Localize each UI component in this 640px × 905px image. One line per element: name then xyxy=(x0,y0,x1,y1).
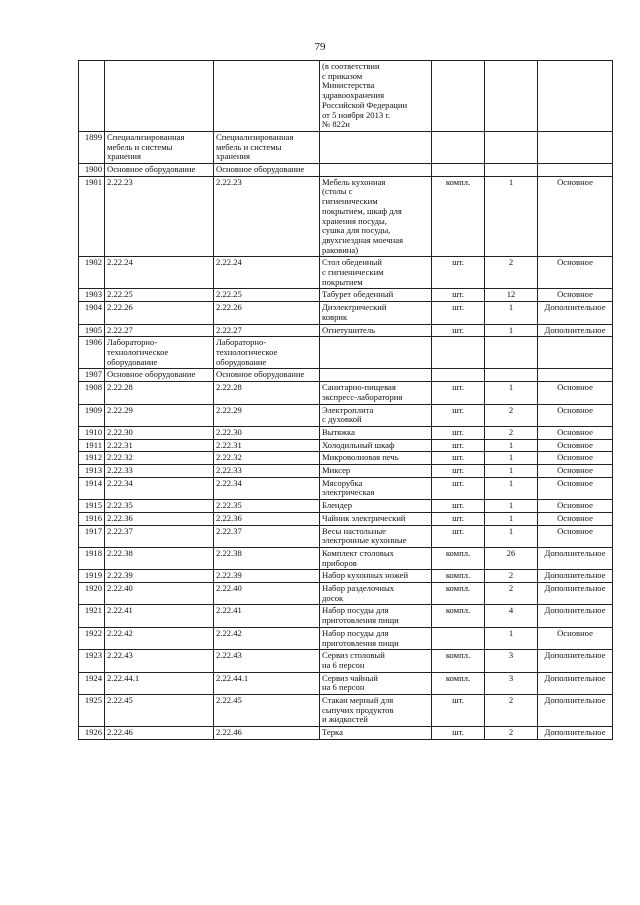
item-name-cell: Мясорубка электрическая xyxy=(320,477,432,499)
quantity-cell: 12 xyxy=(485,289,538,302)
code-cell: Специализированная мебель и системы хранения xyxy=(105,131,214,163)
quantity-cell: 1 xyxy=(485,452,538,465)
code-cell: 2.22.45 xyxy=(105,695,214,727)
unit-cell xyxy=(432,337,485,369)
equipment-type-cell: Дополнительное xyxy=(538,605,613,627)
row-number-cell: 1921 xyxy=(79,605,105,627)
row-number-cell: 1899 xyxy=(79,131,105,163)
row-number-cell: 1923 xyxy=(79,650,105,672)
quantity-cell: 3 xyxy=(485,650,538,672)
quantity-cell xyxy=(485,337,538,369)
code-cell: 2.22.23 xyxy=(105,176,214,257)
code-cell: 2.22.43 xyxy=(105,650,214,672)
item-name-cell: Набор кухонных ножей xyxy=(320,570,432,583)
quantity-cell xyxy=(485,164,538,177)
code-cell-2: 2.22.44.1 xyxy=(214,672,320,694)
code-cell: 2.22.46 xyxy=(105,727,214,740)
unit-cell: шт. xyxy=(432,525,485,547)
row-number-cell: 1909 xyxy=(79,404,105,426)
row-number-cell: 1925 xyxy=(79,695,105,727)
code-cell: 2.22.36 xyxy=(105,512,214,525)
table-body xyxy=(79,61,613,740)
unit-cell: шт. xyxy=(432,695,485,727)
item-name-cell: Вытяжка xyxy=(320,426,432,439)
code-cell: Основное оборудование xyxy=(105,164,214,177)
item-name-cell: Миксер xyxy=(320,465,432,478)
code-cell-2: 2.22.45 xyxy=(214,695,320,727)
equipment-type-cell: Дополнительное xyxy=(538,672,613,694)
row-number-cell: 1907 xyxy=(79,369,105,382)
equipment-type-cell: Дополнительное xyxy=(538,650,613,672)
equipment-type-cell: Основное xyxy=(538,477,613,499)
unit-cell xyxy=(432,131,485,163)
table-row xyxy=(79,547,613,569)
row-number-cell: 1915 xyxy=(79,500,105,513)
equipment-type-cell xyxy=(538,61,613,132)
equipment-type-cell: Основное xyxy=(538,500,613,513)
quantity-cell xyxy=(485,61,538,132)
row-number-cell: 1904 xyxy=(79,302,105,324)
item-name-cell: Набор посуды для приготовления пищи xyxy=(320,605,432,627)
unit-cell: шт. xyxy=(432,404,485,426)
table-row xyxy=(79,605,613,627)
quantity-cell: 1 xyxy=(485,465,538,478)
quantity-cell: 1 xyxy=(485,302,538,324)
code-cell-2: 2.22.31 xyxy=(214,439,320,452)
row-number-cell: 1916 xyxy=(79,512,105,525)
row-number-cell: 1908 xyxy=(79,382,105,404)
table-row xyxy=(79,164,613,177)
code-cell-2: 2.22.36 xyxy=(214,512,320,525)
unit-cell: шт. xyxy=(432,727,485,740)
code-cell-2: 2.22.23 xyxy=(214,176,320,257)
item-name-cell: Чайник электрический xyxy=(320,512,432,525)
code-cell-2: 2.22.43 xyxy=(214,650,320,672)
unit-cell: компл. xyxy=(432,650,485,672)
row-number-cell: 1914 xyxy=(79,477,105,499)
table-row xyxy=(79,302,613,324)
equipment-type-cell: Дополнительное xyxy=(538,302,613,324)
unit-cell: шт. xyxy=(432,500,485,513)
row-number-cell: 1917 xyxy=(79,525,105,547)
quantity-cell: 1 xyxy=(485,439,538,452)
unit-cell: шт. xyxy=(432,382,485,404)
row-number-cell: 1920 xyxy=(79,583,105,605)
code-cell: 2.22.35 xyxy=(105,500,214,513)
quantity-cell: 2 xyxy=(485,257,538,289)
code-cell-2: 2.22.27 xyxy=(214,324,320,337)
equipment-type-cell xyxy=(538,131,613,163)
row-number-cell: 1905 xyxy=(79,324,105,337)
unit-cell xyxy=(432,61,485,132)
table-row xyxy=(79,650,613,672)
equipment-type-cell: Дополнительное xyxy=(538,547,613,569)
row-number-cell: 1906 xyxy=(79,337,105,369)
equipment-type-cell: Дополнительное xyxy=(538,727,613,740)
quantity-cell: 1 xyxy=(485,500,538,513)
equipment-type-cell: Основное xyxy=(538,525,613,547)
code-cell-2: 2.22.26 xyxy=(214,302,320,324)
code-cell-2: 2.22.32 xyxy=(214,452,320,465)
table-row xyxy=(79,452,613,465)
code-cell-2: 2.22.35 xyxy=(214,500,320,513)
quantity-cell: 2 xyxy=(485,727,538,740)
unit-cell xyxy=(432,164,485,177)
code-cell: 2.22.39 xyxy=(105,570,214,583)
item-name-cell: Диэлектрический коврик xyxy=(320,302,432,324)
page-number: 79 xyxy=(314,41,326,53)
code-cell: 2.22.44.1 xyxy=(105,672,214,694)
code-cell-2: 2.22.34 xyxy=(214,477,320,499)
code-cell: 2.22.24 xyxy=(105,257,214,289)
item-name-cell: Холодильный шкаф xyxy=(320,439,432,452)
code-cell: 2.22.41 xyxy=(105,605,214,627)
code-cell: 2.22.33 xyxy=(105,465,214,478)
equipment-type-cell: Основное xyxy=(538,426,613,439)
item-name-cell: Терка xyxy=(320,727,432,740)
unit-cell: шт. xyxy=(432,289,485,302)
row-number-cell: 1901 xyxy=(79,176,105,257)
code-cell-2: Лабораторно- технологическое оборудование xyxy=(214,337,320,369)
quantity-cell: 2 xyxy=(485,426,538,439)
code-cell-2: Основное оборудование xyxy=(214,164,320,177)
code-cell-2: 2.22.28 xyxy=(214,382,320,404)
quantity-cell: 1 xyxy=(485,382,538,404)
code-cell: 2.22.42 xyxy=(105,627,214,649)
table-row xyxy=(79,512,613,525)
code-cell-2: 2.22.46 xyxy=(214,727,320,740)
row-number-cell: 1913 xyxy=(79,465,105,478)
item-name-cell: Стакан мерный для сыпучих продуктов и жидкостей xyxy=(320,695,432,727)
quantity-cell xyxy=(485,369,538,382)
table-row xyxy=(79,672,613,694)
item-name-cell: Микроволновая печь xyxy=(320,452,432,465)
table-row xyxy=(79,257,613,289)
code-cell-2: 2.22.40 xyxy=(214,583,320,605)
code-cell-2: 2.22.41 xyxy=(214,605,320,627)
table-row xyxy=(79,627,613,649)
row-number-cell: 1919 xyxy=(79,570,105,583)
row-number-cell: 1903 xyxy=(79,289,105,302)
item-name-cell: Мебель кухонная (столы с гигиеническим покрытием, шкаф для хранения посуды, сушка для посуды, двухгнездная моечная раковина) xyxy=(320,176,432,257)
equipment-type-cell xyxy=(538,164,613,177)
code-cell: 2.22.25 xyxy=(105,289,214,302)
unit-cell: компл. xyxy=(432,605,485,627)
table-row xyxy=(79,570,613,583)
code-cell-2: 2.22.24 xyxy=(214,257,320,289)
code-cell-2: 2.22.25 xyxy=(214,289,320,302)
unit-cell xyxy=(432,369,485,382)
table-row xyxy=(79,500,613,513)
code-cell: 2.22.27 xyxy=(105,324,214,337)
quantity-cell: 4 xyxy=(485,605,538,627)
item-name-cell: Огнетушитель xyxy=(320,324,432,337)
code-cell-2 xyxy=(214,61,320,132)
code-cell-2: 2.22.39 xyxy=(214,570,320,583)
code-cell-2: 2.22.37 xyxy=(214,525,320,547)
equipment-type-cell: Основное xyxy=(538,404,613,426)
equipment-type-cell: Основное xyxy=(538,512,613,525)
row-number-cell: 1918 xyxy=(79,547,105,569)
row-number-cell: 1902 xyxy=(79,257,105,289)
equipment-type-cell: Дополнительное xyxy=(538,324,613,337)
table-row xyxy=(79,131,613,163)
code-cell: Лабораторно- технологическое оборудование xyxy=(105,337,214,369)
code-cell: 2.22.40 xyxy=(105,583,214,605)
unit-cell: компл. xyxy=(432,570,485,583)
item-name-cell: (в соответствии с приказом Министерства здравоохранения Российской Федерации от 5 ноября 2013 г. № 822н xyxy=(320,61,432,132)
unit-cell: шт. xyxy=(432,324,485,337)
code-cell-2: Специализированная мебель и системы хранения xyxy=(214,131,320,163)
unit-cell: компл. xyxy=(432,583,485,605)
equipment-type-cell xyxy=(538,337,613,369)
code-cell-2: 2.22.33 xyxy=(214,465,320,478)
row-number-cell: 1926 xyxy=(79,727,105,740)
code-cell: 2.22.37 xyxy=(105,525,214,547)
item-name-cell: Набор разделочных досок xyxy=(320,583,432,605)
table-row xyxy=(79,289,613,302)
code-cell: 2.22.34 xyxy=(105,477,214,499)
equipment-type-cell: Дополнительное xyxy=(538,570,613,583)
unit-cell: шт. xyxy=(432,465,485,478)
quantity-cell: 1 xyxy=(485,324,538,337)
code-cell: Основное оборудование xyxy=(105,369,214,382)
row-number-cell: 1924 xyxy=(79,672,105,694)
quantity-cell: 1 xyxy=(485,525,538,547)
code-cell: 2.22.32 xyxy=(105,452,214,465)
equipment-type-cell: Основное xyxy=(538,176,613,257)
unit-cell: шт. xyxy=(432,477,485,499)
code-cell: 2.22.38 xyxy=(105,547,214,569)
table-row xyxy=(79,439,613,452)
table-row xyxy=(79,465,613,478)
table-row xyxy=(79,695,613,727)
table-row xyxy=(79,176,613,257)
equipment-type-cell: Основное xyxy=(538,627,613,649)
unit-cell: шт. xyxy=(432,426,485,439)
code-cell-2: 2.22.42 xyxy=(214,627,320,649)
table-row xyxy=(79,382,613,404)
code-cell-2: 2.22.30 xyxy=(214,426,320,439)
unit-cell: шт. xyxy=(432,302,485,324)
table-row xyxy=(79,337,613,369)
equipment-type-cell: Основное xyxy=(538,382,613,404)
table-row xyxy=(79,369,613,382)
code-cell xyxy=(105,61,214,132)
item-name-cell: Сервиз столовый на 6 персон xyxy=(320,650,432,672)
equipment-type-cell: Основное xyxy=(538,439,613,452)
item-name-cell: Блендер xyxy=(320,500,432,513)
row-number-cell: 1900 xyxy=(79,164,105,177)
equipment-type-cell: Основное xyxy=(538,257,613,289)
item-name-cell: Электроплита с духовкой xyxy=(320,404,432,426)
code-cell-2: Основное оборудование xyxy=(214,369,320,382)
table-row xyxy=(79,61,613,132)
item-name-cell: Набор посуды для приготовления пищи xyxy=(320,627,432,649)
quantity-cell: 2 xyxy=(485,404,538,426)
quantity-cell xyxy=(485,131,538,163)
unit-cell: шт. xyxy=(432,452,485,465)
code-cell: 2.22.31 xyxy=(105,439,214,452)
unit-cell: компл. xyxy=(432,547,485,569)
quantity-cell: 26 xyxy=(485,547,538,569)
equipment-type-cell xyxy=(538,369,613,382)
item-name-cell: Санитарно-пищевая экспресс-лаборатория xyxy=(320,382,432,404)
table-row xyxy=(79,727,613,740)
code-cell: 2.22.30 xyxy=(105,426,214,439)
item-name-cell: Весы настольные электронные кухонные xyxy=(320,525,432,547)
quantity-cell: 1 xyxy=(485,477,538,499)
unit-cell: шт. xyxy=(432,512,485,525)
equipment-type-cell: Основное xyxy=(538,465,613,478)
table-row xyxy=(79,525,613,547)
quantity-cell: 3 xyxy=(485,672,538,694)
row-number-cell: 1922 xyxy=(79,627,105,649)
table-row xyxy=(79,477,613,499)
item-name-cell: Табурет обеденный xyxy=(320,289,432,302)
unit-cell: компл. xyxy=(432,176,485,257)
equipment-type-cell: Дополнительное xyxy=(538,695,613,727)
row-number-cell xyxy=(79,61,105,132)
quantity-cell: 2 xyxy=(485,695,538,727)
table-row xyxy=(79,583,613,605)
item-name-cell xyxy=(320,369,432,382)
item-name-cell: Комплект столовых приборов xyxy=(320,547,432,569)
unit-cell: компл. xyxy=(432,672,485,694)
table-row xyxy=(79,404,613,426)
row-number-cell: 1911 xyxy=(79,439,105,452)
item-name-cell xyxy=(320,337,432,369)
quantity-cell: 1 xyxy=(485,627,538,649)
unit-cell: шт. xyxy=(432,439,485,452)
quantity-cell: 1 xyxy=(485,176,538,257)
equipment-type-cell: Дополнительное xyxy=(538,583,613,605)
code-cell-2: 2.22.38 xyxy=(214,547,320,569)
item-name-cell: Стол обеденный с гигиеническим покрытием xyxy=(320,257,432,289)
quantity-cell: 2 xyxy=(485,570,538,583)
unit-cell: шт. xyxy=(432,257,485,289)
equipment-table xyxy=(78,60,613,740)
code-cell-2: 2.22.29 xyxy=(214,404,320,426)
quantity-cell: 1 xyxy=(485,512,538,525)
quantity-cell: 2 xyxy=(485,583,538,605)
table-row xyxy=(79,324,613,337)
item-name-cell xyxy=(320,164,432,177)
equipment-type-cell: Основное xyxy=(538,452,613,465)
item-name-cell xyxy=(320,131,432,163)
row-number-cell: 1912 xyxy=(79,452,105,465)
code-cell: 2.22.28 xyxy=(105,382,214,404)
unit-cell xyxy=(432,627,485,649)
code-cell: 2.22.26 xyxy=(105,302,214,324)
code-cell: 2.22.29 xyxy=(105,404,214,426)
row-number-cell: 1910 xyxy=(79,426,105,439)
equipment-type-cell: Основное xyxy=(538,289,613,302)
item-name-cell: Сервиз чайный на 6 персон xyxy=(320,672,432,694)
table-row xyxy=(79,426,613,439)
